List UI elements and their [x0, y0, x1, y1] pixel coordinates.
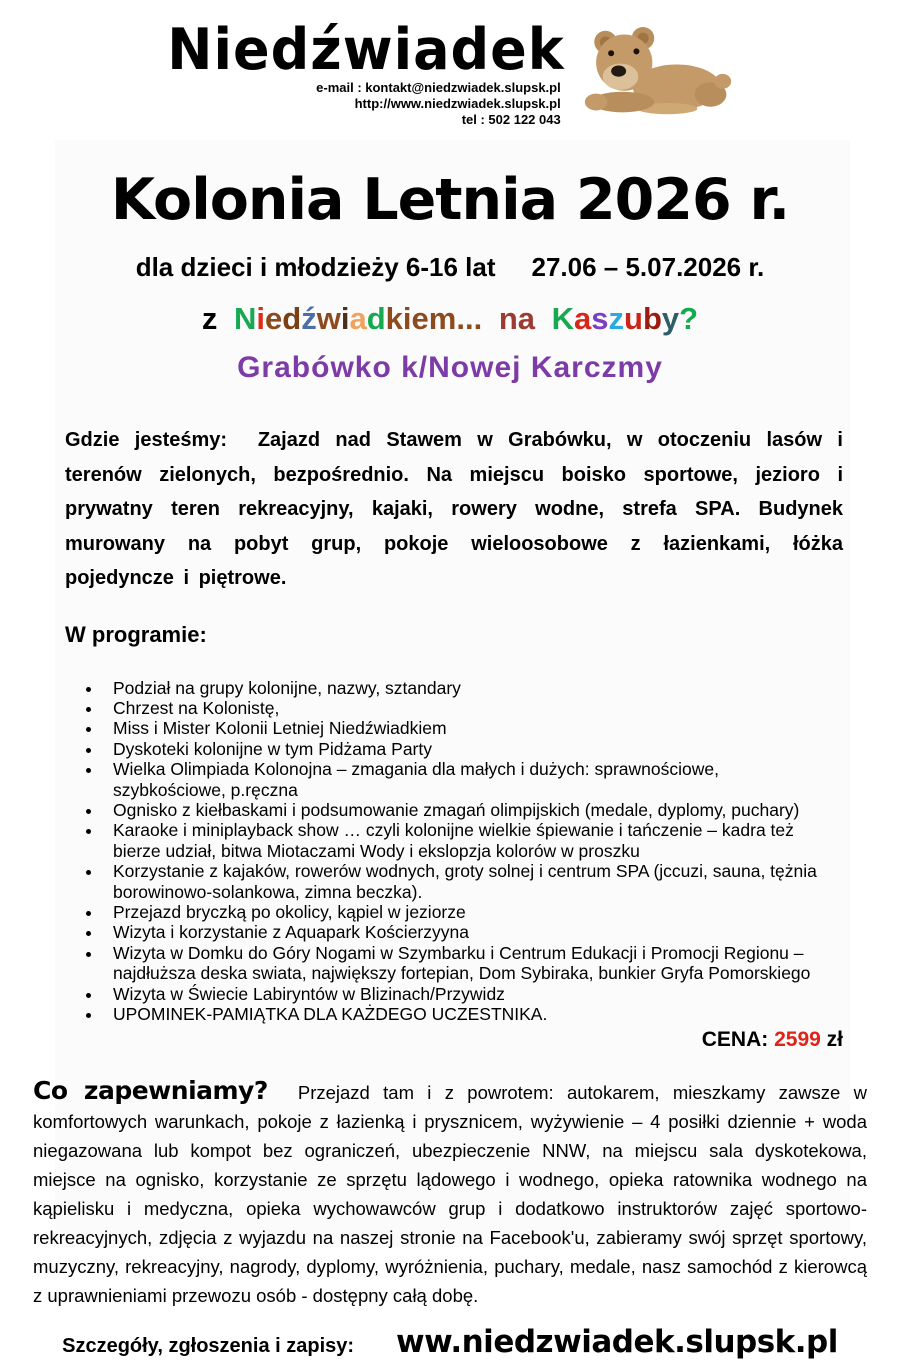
- tagline-letter: K: [551, 301, 575, 336]
- tagline-letter: y: [661, 301, 680, 336]
- price-currency: zł: [826, 1028, 843, 1052]
- tagline-letter: [535, 301, 552, 336]
- price-line: [0, 1028, 843, 1052]
- tagline-letter: z: [201, 301, 235, 336]
- logo-block: [167, 16, 565, 128]
- tagline-letter: a: [574, 301, 592, 336]
- price-amount: 2599: [774, 1028, 821, 1052]
- tagline-letter: e: [411, 301, 429, 336]
- subtitle: [0, 252, 900, 283]
- tagline-letter: u: [624, 301, 643, 336]
- program-item: • Miss i Mister Kolonii Letniej Niedźwiadkiem: [103, 718, 835, 738]
- program-item: • Przejazd bryczką po okolicy, kąpiel w jeziorze: [103, 902, 835, 922]
- location-heading: Grabówko k/Nowej Karczmy: [237, 351, 663, 384]
- tagline-letter: e: [265, 301, 283, 336]
- subtitle-audience: dla dzieci i młodzieży 6-16 lat: [135, 252, 496, 282]
- footer-label: Szczegóły, zgłoszenia i zapisy:: [62, 1335, 355, 1358]
- tagline-letter: d: [366, 301, 386, 336]
- tagline-letter: i: [402, 301, 412, 336]
- program-item: • Dyskoteki kolonijne w tym Pidżama Party: [103, 739, 835, 759]
- footer-url: ww.niedzwiadek.slupsk.pl: [396, 1324, 838, 1360]
- program-item: • Wielka Olimpiada Kolonojna – zmagania dla małych i dużych: sprawnościowe, szybkościowe, p.ręczna: [103, 759, 835, 800]
- program-item: • Wizyta i korzystanie z Aquapark Kościerzyyna: [103, 922, 835, 942]
- program-item: • Wizyta w Świecie Labiryntów w Blizinach/Przywidz: [103, 984, 835, 1004]
- tagline-letter: ?: [679, 301, 699, 336]
- tagline-letter: s: [591, 301, 609, 336]
- tagline-letter: ź: [301, 301, 317, 336]
- program-list: [95, 678, 835, 1025]
- tagline-letter: n: [498, 301, 518, 336]
- where-text: Zajazd nad Stawem w Grabówku, w otoczeniu lasów i terenów zielonych, bezpośrednio. Na miejscu boisko sportowe, jezioro i prywatny teren rekreacyjny, kajaki, rowery wodne, strefa SPA. Budynek murowany na pobyt grup, pokoje wieloosobowe z łazienkami, łóżka pojedyncze i piętrowe.: [65, 429, 843, 589]
- tagline-letter: z: [608, 301, 625, 336]
- price-label: CENA:: [701, 1028, 769, 1052]
- provide-paragraph: [33, 1076, 867, 1310]
- provide-heading: Co zapewniamy?: [33, 1076, 268, 1106]
- tagline-letter: N: [234, 301, 257, 336]
- where-paragraph: [65, 423, 843, 596]
- provide-text: Przejazd tam i z powrotem: autokarem, mieszkamy zawsze w komfortowych warunkach, pokoje z łazienką i prysznicem, wyżywienie – 4 posiłki dziennie + woda niegazowana lub kompot bez ograniczeń, ubezpieczenie NNW, na miejscu sala dyskotekowa, miejsce na ognisko, korzystanie ze sprzętu lądowego i wodnego, opieka ratownika wodnego na kąpielisku i medyczna, opieka wychowawców grup i dodatkowo instruktorów zajęć sportowo-rekreacyjnych, zdjęcia z wyjazdu na naszej stronie na Facebook'u, zabieramy swój sprzęt sportowy, muzyczny, rekreacyjny, nagrody, dyplomy, wyróżnienia, puchary, medale, nasz samochód z kierowcą z uprawnieniami przewozu osób - dostępny całą dobę.: [33, 1082, 867, 1307]
- tagline-letter: i: [256, 301, 266, 336]
- tagline-letter: w: [316, 301, 341, 336]
- page-title: Kolonia Letnia 2026 r.: [110, 167, 790, 233]
- program-heading: W programie:: [65, 621, 207, 647]
- program-item: • Wizyta w Domku do Góry Nogami w Szymbarku i Centrum Edukacji i Promocji Regionu – najdłuższa deska swiata, największy fortepian, Dom Sybiraka, bunkier Gryfa Pomorskiego: [103, 943, 835, 984]
- tagline-letter: b: [642, 301, 662, 336]
- tagline-letter: a: [517, 301, 536, 336]
- tagline-letter: m: [428, 301, 457, 336]
- program-item: • Podział na grupy kolonijne, nazwy, sztandary: [103, 678, 835, 698]
- tagline-letter: d: [282, 301, 302, 336]
- tagline: [0, 301, 900, 337]
- program-item: • Chrzest na Kolonistę,: [103, 698, 835, 718]
- teddy-bear-icon: [583, 24, 733, 125]
- contact-info: [316, 80, 561, 128]
- contact-website: http://www.niedzwiadek.slupsk.pl: [354, 96, 561, 111]
- program-item: • UPOMINEK-PAMIĄTKA DLA KAŻDEGO UCZESTNIKA.: [103, 1004, 835, 1024]
- header: [0, 0, 900, 140]
- logo-text: Niedźwiadek: [167, 16, 565, 83]
- tagline-letter: k: [385, 301, 403, 336]
- tagline-letter: i: [340, 301, 350, 336]
- contact-email: e-mail : kontakt@niedzwiadek.slupsk.pl: [316, 80, 561, 95]
- where-label: Gdzie jesteśmy:: [65, 429, 228, 451]
- program-item: • Ognisko z kiełbaskami i podsumowanie zmagań olimpijskich (medale, dyplomy, puchary): [103, 800, 835, 820]
- tagline-letter: ...: [456, 301, 499, 336]
- program-item: • Korzystanie z kajaków, rowerów wodnych, groty solnej i centrum SPA (jccuzi, sauna, tężnia borowinowo-solankowa, zimna beczka).: [103, 861, 835, 902]
- program-item: • Karaoke i miniplayback show … czyli kolonijne wielkie śpiewanie i tańczenie – kadra też bierze udział, bitwa Miotaczami Wody i ekslopzja kolorów w proszku: [103, 820, 835, 861]
- tagline-letter: a: [349, 301, 367, 336]
- footer: [0, 1324, 900, 1360]
- contact-phone: tel : 502 122 043: [461, 112, 561, 127]
- subtitle-dates: 27.06 – 5.07.2026 r.: [531, 252, 765, 282]
